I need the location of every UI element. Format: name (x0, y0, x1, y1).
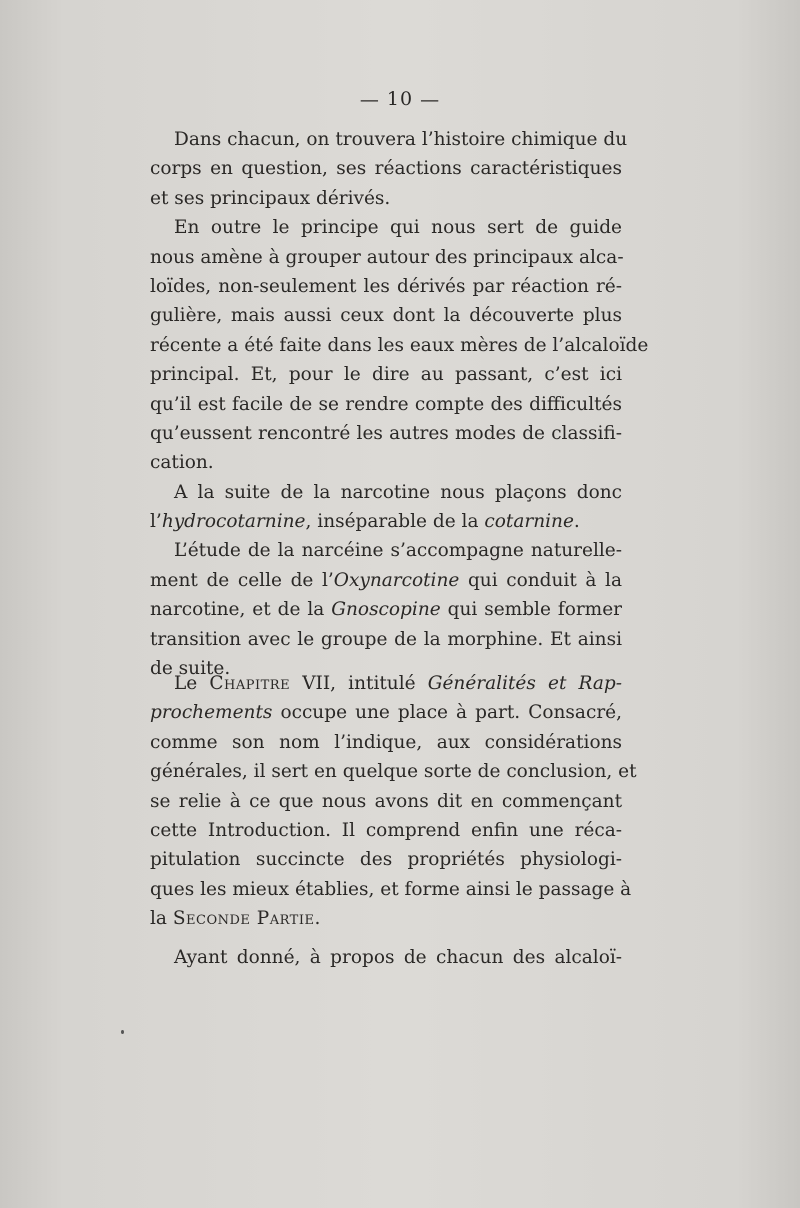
text-line: transition avec le groupe de la morphine. Et ainsi (150, 628, 622, 650)
text-line: cation. (150, 452, 214, 474)
text-block-chapter-note (150, 669, 637, 934)
italic-term-hydrocotarnine: hydrocotarnine (161, 511, 306, 533)
paragraph-2 (150, 213, 649, 478)
text-line (150, 566, 622, 595)
italic-term-gnoscopine: Gnoscopine (331, 599, 441, 621)
text-line: et ses principaux dérivés. (150, 187, 391, 209)
text-line: gulière, mais aussi ceux dont la découverte plus (150, 305, 622, 327)
text-line: L’étude de la narcéine s’accompagne naturelle- (174, 540, 622, 562)
page-number (0, 88, 800, 111)
text-line: de suite. (150, 658, 231, 680)
smallcaps-seconde-partie: Seconde Partie (172, 908, 315, 930)
text-line: corps en question, ses réactions caractéristiques (150, 158, 622, 180)
page-number-dash-left: — (359, 89, 380, 111)
text-block-main (150, 125, 649, 683)
text-line: comme son nom l’indique, aux considérations (150, 731, 622, 753)
text-line: qu’eussent rencontré les autres modes de classifi- (150, 422, 622, 444)
text-run: qui semble former (440, 599, 623, 621)
page-number-value: 10 (386, 88, 414, 110)
italic-title-rapprochements: prochements (150, 702, 273, 724)
text-line: principal. Et, pour le dire au passant, c’est ici (150, 364, 622, 386)
text-line (150, 904, 622, 933)
text-run: qui conduit à la (459, 569, 622, 591)
text-line (150, 698, 622, 727)
text-line (150, 595, 622, 624)
text-run: la (150, 908, 173, 930)
text-run: , inséparable de la (305, 511, 485, 533)
text-line: pitulation succincte des propriétés physiologi- (150, 849, 622, 871)
text-run: . (573, 511, 580, 533)
text-run: ment de celle de l’ (150, 569, 334, 591)
text-run: Le (174, 673, 210, 694)
text-line: Ayant donné, à propos de chacun des alcaloï- (174, 947, 622, 968)
paragraph-5 (150, 669, 637, 934)
text-line: récente a été faite dans les eaux mères de l’alcaloïde (150, 334, 649, 356)
paragraph-6 (150, 943, 622, 972)
italic-term-oxynarcotine: Oxynarcotine (333, 569, 460, 591)
text-line (150, 507, 622, 536)
ink-speck (121, 1030, 124, 1034)
paragraph-3 (150, 478, 622, 537)
text-run: . (314, 908, 321, 930)
italic-title-generalites: Généralités et Rap- (427, 673, 622, 694)
text-line: Dans chacun, on trouvera l’histoire chimique du (174, 129, 628, 150)
paragraph-4 (150, 536, 622, 683)
text-run: narcotine, et de la (150, 599, 332, 621)
text-line: cette Introduction. Il comprend enfin une réca- (150, 819, 622, 841)
text-line: générales, il sert en quelque sorte de conclusion, et (150, 761, 637, 783)
text-run: VII, intitulé (290, 673, 428, 694)
text-line: loïdes, non-seulement les dérivés par réaction ré- (150, 275, 622, 297)
italic-term-cotarnine: cotarnine (484, 511, 574, 533)
page-number-dash-right: — (420, 89, 441, 111)
text-line: ques les mieux établies, et forme ainsi le passage à (150, 878, 632, 900)
text-line: nous amène à grouper autour des principaux alca- (150, 246, 624, 268)
text-block-closing (150, 943, 622, 972)
paragraph-1 (150, 125, 628, 213)
text-line: se relie à ce que nous avons dit en commençant (150, 790, 622, 812)
text-line: A la suite de la narcotine nous plaçons donc (174, 481, 622, 503)
text-run: l’ (150, 511, 162, 533)
text-line (150, 669, 622, 698)
smallcaps-chapitre: Chapitre (209, 673, 291, 694)
text-line: En outre le principe qui nous sert de guide (174, 217, 622, 239)
text-line: qu’il est facile de se rendre compte des difficultés (150, 393, 622, 415)
text-run: occupe une place à part. Consacré, (272, 702, 622, 724)
